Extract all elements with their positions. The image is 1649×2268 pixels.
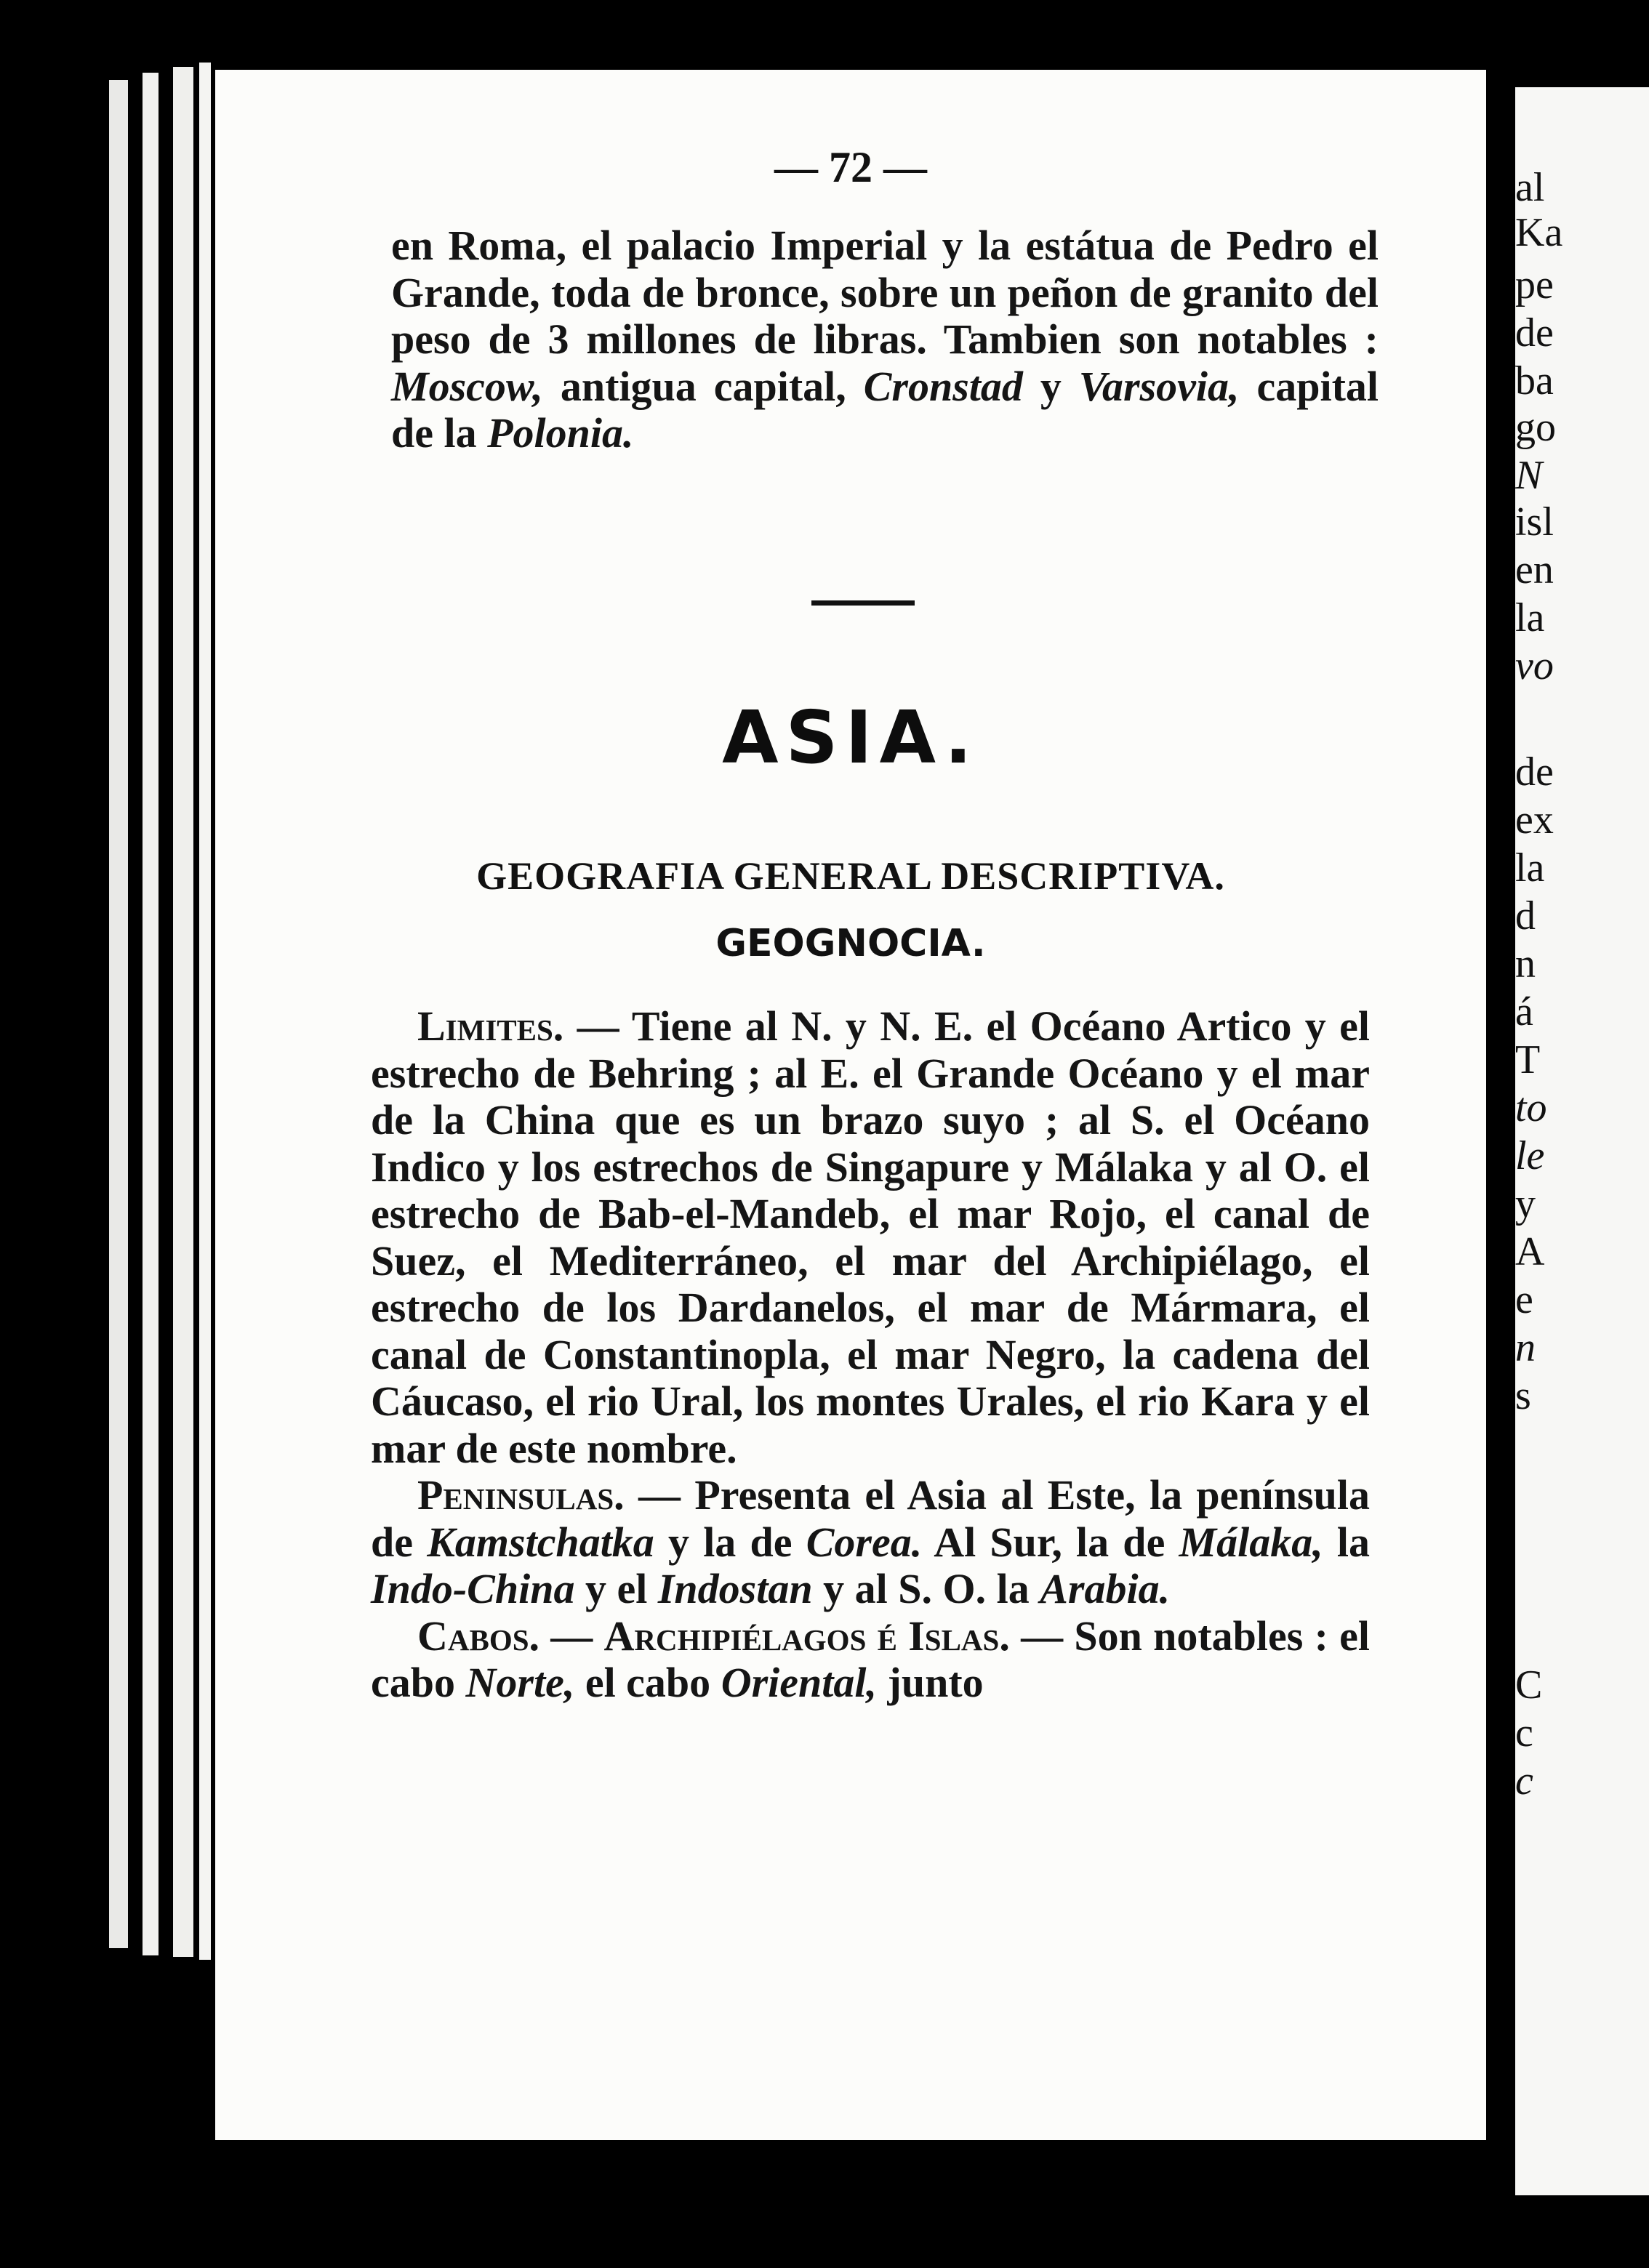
paragraph-label: Cabos. (417, 1612, 540, 1660)
text-run: — Son notables : el cabo (371, 1612, 1370, 1706)
place-name: Moscow, (391, 362, 543, 410)
paragraph-label: Peninsulas. (417, 1471, 625, 1519)
chapter-subtitle: GEOGRAFIA GENERAL DESCRIPTIVA. (476, 854, 1225, 898)
facing-page-fragment: pe (1515, 262, 1554, 307)
facing-page-fragment: N (1515, 453, 1543, 498)
place-name: Indo-China (371, 1565, 575, 1612)
place-name: Varsovia, (1078, 362, 1240, 410)
section-divider (811, 600, 915, 606)
paragraph-label: Archipiélagos é Islas. (603, 1612, 1010, 1660)
text-run: y (1022, 362, 1079, 410)
paragraph-limites (371, 1003, 1370, 1472)
facing-page-fragment: A (1515, 1229, 1545, 1274)
facing-page-fragment: Ka (1515, 210, 1563, 255)
place-name: Arabia. (1040, 1565, 1171, 1612)
text-run: — Presenta el Asia al Este, la península de (371, 1471, 1370, 1566)
place-name: Corea. (806, 1518, 923, 1566)
facing-page-fragment: T (1515, 1037, 1541, 1082)
facing-page-fragment: isl (1515, 499, 1554, 544)
facing-page-fragment: la (1515, 595, 1545, 640)
facing-page-fragment: to (1515, 1085, 1547, 1130)
facing-page-fragment: vo (1515, 643, 1554, 688)
text-run: antigua capital, (542, 362, 864, 410)
text-run: junto (877, 1659, 984, 1706)
facing-page (1515, 87, 1649, 2195)
facing-page-fragment: c (1515, 1710, 1533, 1756)
book-edge (143, 73, 159, 1955)
text-run: la (1323, 1518, 1371, 1566)
facing-page-fragment: d (1515, 893, 1536, 938)
place-name: Indostan (657, 1565, 813, 1612)
text-run: y la de (654, 1518, 806, 1566)
facing-page-fragment: s (1515, 1373, 1531, 1418)
facing-page-fragment: go (1515, 405, 1556, 450)
facing-page-fragment: c (1515, 1758, 1533, 1803)
text-run: en Roma, el palacio Imperial y la estátua de Pedro el Grande, toda de bronce, sobre un peñon de granito del peso de 3 millones de libras. Tambien son notables : (391, 222, 1379, 363)
text-run: y el (574, 1565, 658, 1612)
text-run: — (539, 1612, 604, 1660)
book-edge (109, 80, 128, 1948)
intro-paragraph (391, 222, 1379, 457)
facing-page-fragment: n (1515, 1325, 1536, 1370)
place-name: Norte, (465, 1659, 575, 1706)
page-number: — 72 — (774, 143, 927, 191)
facing-page-fragment: de (1515, 749, 1554, 795)
place-name: Cronstad (863, 362, 1023, 410)
facing-page-fragment: á (1515, 989, 1533, 1034)
facing-page-fragment: n (1515, 941, 1536, 986)
facing-page-fragment: C (1515, 1662, 1543, 1708)
text-run: el cabo (574, 1659, 721, 1706)
chapter-title: ASIA. (722, 695, 979, 780)
book-page (215, 70, 1486, 2140)
body-text (371, 1003, 1370, 1707)
text-run: y al S. O. la (812, 1565, 1040, 1612)
facing-page-fragment: le (1515, 1133, 1545, 1178)
facing-page-fragment: y (1515, 1181, 1536, 1226)
paragraph-peninsulas (371, 1472, 1370, 1613)
place-name: Kamstchatka (427, 1518, 654, 1566)
place-name: Málaka, (1179, 1518, 1323, 1566)
text-run: capital de la (391, 362, 1379, 457)
text-run: Al Sur, la de (922, 1518, 1179, 1566)
facing-page-fragment: al (1515, 165, 1545, 210)
facing-page-fragment: ba (1515, 358, 1554, 403)
paragraph-cabos (371, 1613, 1370, 1707)
place-name: Polonia. (487, 409, 634, 457)
facing-page-fragment: de (1515, 310, 1554, 355)
facing-page-fragment: e (1515, 1277, 1533, 1322)
text-run: — Tiene al N. y N. E. el Océano Artico y el estrecho de Behring ; al E. el Grande Océano y el mar de la China que es un brazo suyo ; al S. el Océano Indico y los estrechos de Singapure y Málaka y al O. el estrecho de Bab-el-Mandeb, el mar Rojo, el canal de Suez, el Mediterráneo, el mar del Archipiélago, el estrecho de los Dardanelos, el mar de Mármara, el canal de Constantinopla, el mar Negro, la cadena del Cáucaso, el rio Ural, los montes Urales, el rio Kara y el mar de este nombre. (371, 1002, 1370, 1472)
book-edge (173, 67, 193, 1957)
paragraph-label: Limites. (417, 1002, 564, 1050)
facing-page-fragment: la (1515, 845, 1545, 890)
facing-page-fragment: en (1515, 547, 1554, 592)
place-name: Oriental, (721, 1659, 877, 1706)
facing-page-fragment: ex (1515, 797, 1554, 843)
section-heading: GEOGNOCIA. (715, 922, 986, 965)
book-edge (199, 63, 211, 1960)
